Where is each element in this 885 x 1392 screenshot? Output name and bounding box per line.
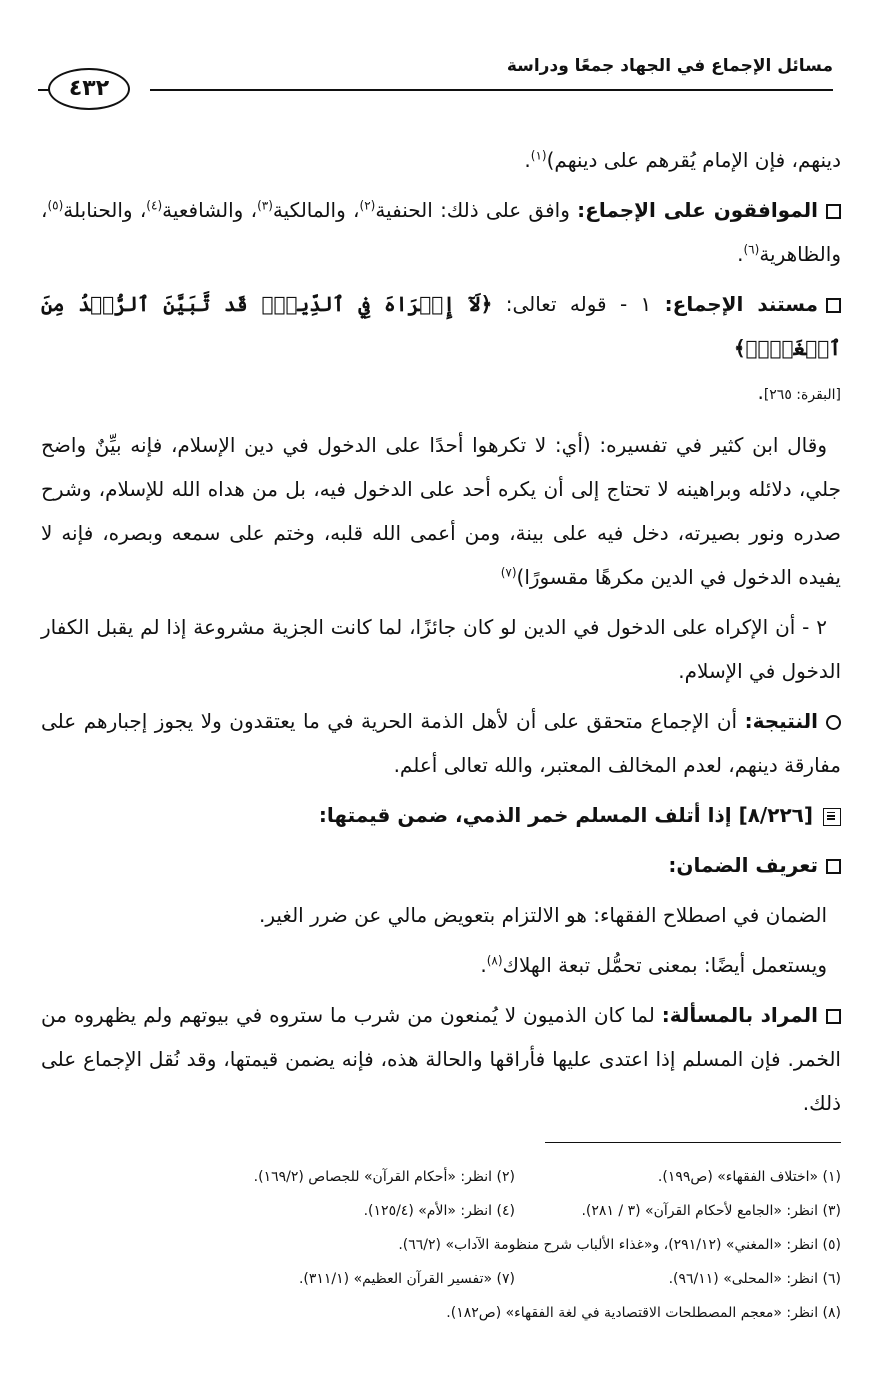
paragraph-ibn-kathir [41,423,841,599]
running-title: مسائل الإجماع في الجهاد جمعًا ودراسة [506,56,833,76]
footnote-7: (٧) «تفسير القرآن العظيم» (٣١١/١). [298,1271,515,1287]
section-heading-text: [٨/٢٢٦] إذا أتلف المسلم خمر الذمي، ضمن قيمتها: [318,803,813,827]
paragraph-text: ويستعمل أيضًا: بمعنى تحمُّل تبعة الهلاك [502,953,827,977]
paragraph-text: ، والشافعية [162,198,258,222]
circle-bullet-icon [826,715,841,730]
paragraph-text: ١ - قوله تعالى: [492,292,665,316]
footnote-4: (٤) انظر: «الأم» (١٢٥/٤). [363,1203,515,1219]
square-bullet-icon [826,204,841,219]
definition-label: تعريف الضمان: [668,853,818,877]
footnote-marker: (٧) [500,565,517,580]
paragraph-text: ، والحنابلة [63,198,147,222]
book-icon [823,808,841,826]
footnote-marker: (٣) [257,198,273,213]
footnote-marker: (٥) [47,198,64,213]
footnote-marker: (٦) [743,242,760,257]
page-header [40,56,833,108]
footnote-2: (٢) انظر: «أحكام القرآن» للجصاص (١٦٩/٢). [253,1169,515,1185]
footnote-row [41,1194,841,1228]
paragraph-usage [41,943,841,987]
paragraph-text: . [524,148,531,172]
paragraph-intended [41,993,841,1125]
quran-verse: ﴿لَآ إِكۡرَاهَ فِي ٱلدِّينِۖ قَد تَّبَيَّنَ ٱلرُّشۡدُ مِنَ ٱلۡغَيِّۚ﴾ [41,292,841,360]
footnote-5: (٥) انظر: «المغني» (٢٩١/١٢)، و«غذاء الألباب شرح منظومة الآداب» (٦٦/٢). [398,1237,841,1253]
paragraph-text: . [757,380,764,404]
verse-reference: [البقرة: ٢٦٥] [763,387,841,403]
intended-label: المراد بالمسألة: [661,1003,818,1027]
paragraph-text: أن الإجماع متحقق على أن لأهل الذمة الحرية في ما يعتقدون ولا يجوز إجبارهم على مفارقة دينهم، لعدم المخالف المعتبر، والله تعالى أعلم. [41,709,841,777]
paragraph-basis [41,282,841,417]
main-text [41,138,841,1131]
footnote-3: (٣) انظر: «الجامع لأحكام القرآن» (٣ / ٢٨١). [581,1203,841,1219]
footnote-1: (١) «اختلاف الفقهاء» (ص١٩٩). [657,1169,841,1185]
section-heading [41,793,841,837]
paragraph-text: ، والمالكية [272,198,360,222]
footnote-marker: (٢) [359,198,376,213]
paragraph-agreeing [41,188,841,276]
paragraph-text: دينهم، فإن الإمام يُقرهم على دينهم) [546,148,841,172]
paragraph-result [41,699,841,787]
page-number: ٤٣٢ [48,68,130,110]
footnote-row [41,1160,841,1194]
footnote-separator [545,1142,841,1143]
paragraph-definition: الضمان في اصطلاح الفقهاء: هو الالتزام بتعويض مالي عن ضرر الغير. [259,903,827,927]
paragraph-text: وافق على ذلك: الحنفية [375,198,578,222]
footnote-marker: (٨) [486,953,503,968]
paragraph-1 [41,138,841,182]
footnote-row [41,1296,841,1330]
paragraph-text: لما كان الذميون لا يُمنعون من شرب ما ستروه في بيوتهم ولم يظهروه من الخمر. فإن المسلم إذا اعتدى عليها فأراقها والحالة هذه، فإنه يضمن قيمتها، وقد نُقل الإجماع على ذلك. [41,1003,841,1115]
footnote-row [41,1228,841,1262]
footnote-marker: (١) [530,148,547,163]
footnote-row [41,1262,841,1296]
square-bullet-icon [826,859,841,874]
paragraph-text: . [480,953,487,977]
square-bullet-icon [826,1009,841,1024]
footnote-marker: (٤) [146,198,163,213]
footnotes [41,1160,841,1330]
footnote-8: (٨) انظر: «معجم المصطلحات الاقتصادية في لغة الفقهاء» (ص١٨٢). [446,1305,841,1321]
header-rule [150,89,833,91]
paragraph-second-proof: ٢ - أن الإكراه على الدخول في الدين لو كان جائزًا، لما كانت الجزية مشروعة إذا لم يقبل الكفار الدخول في الإسلام. [41,615,841,683]
paragraph-text: . [737,242,744,266]
result-label: النتيجة: [744,709,818,733]
footnote-6: (٦) انظر: «المحلى» (٩٦/١١). [668,1271,841,1287]
paragraph-text: ، والظاهرية [41,198,841,266]
basis-label: مستند الإجماع: [664,292,818,316]
paragraph-definition-label [41,843,841,887]
agreeing-label: الموافقون على الإجماع: [577,198,818,222]
square-bullet-icon [826,298,841,313]
paragraph-text: وقال ابن كثير في تفسيره: (أي: لا تكرهوا أحدًا على الدخول في دين الإسلام، فإنه بيِّنٌ واضح جلي، دلائله وبراهينه لا تحتاج إلى أن يكره أحد على الدخول فيه، بل من هداه الله للإسلام، وشرح صدره ونور بصيرته، دخل فيه على بينة، ومن أعمى الله قلبه، وختم على سمعه وبصره، فإنه لا يفيده الدخول في الدين مكرهًا مقسورًا) [41,433,841,589]
